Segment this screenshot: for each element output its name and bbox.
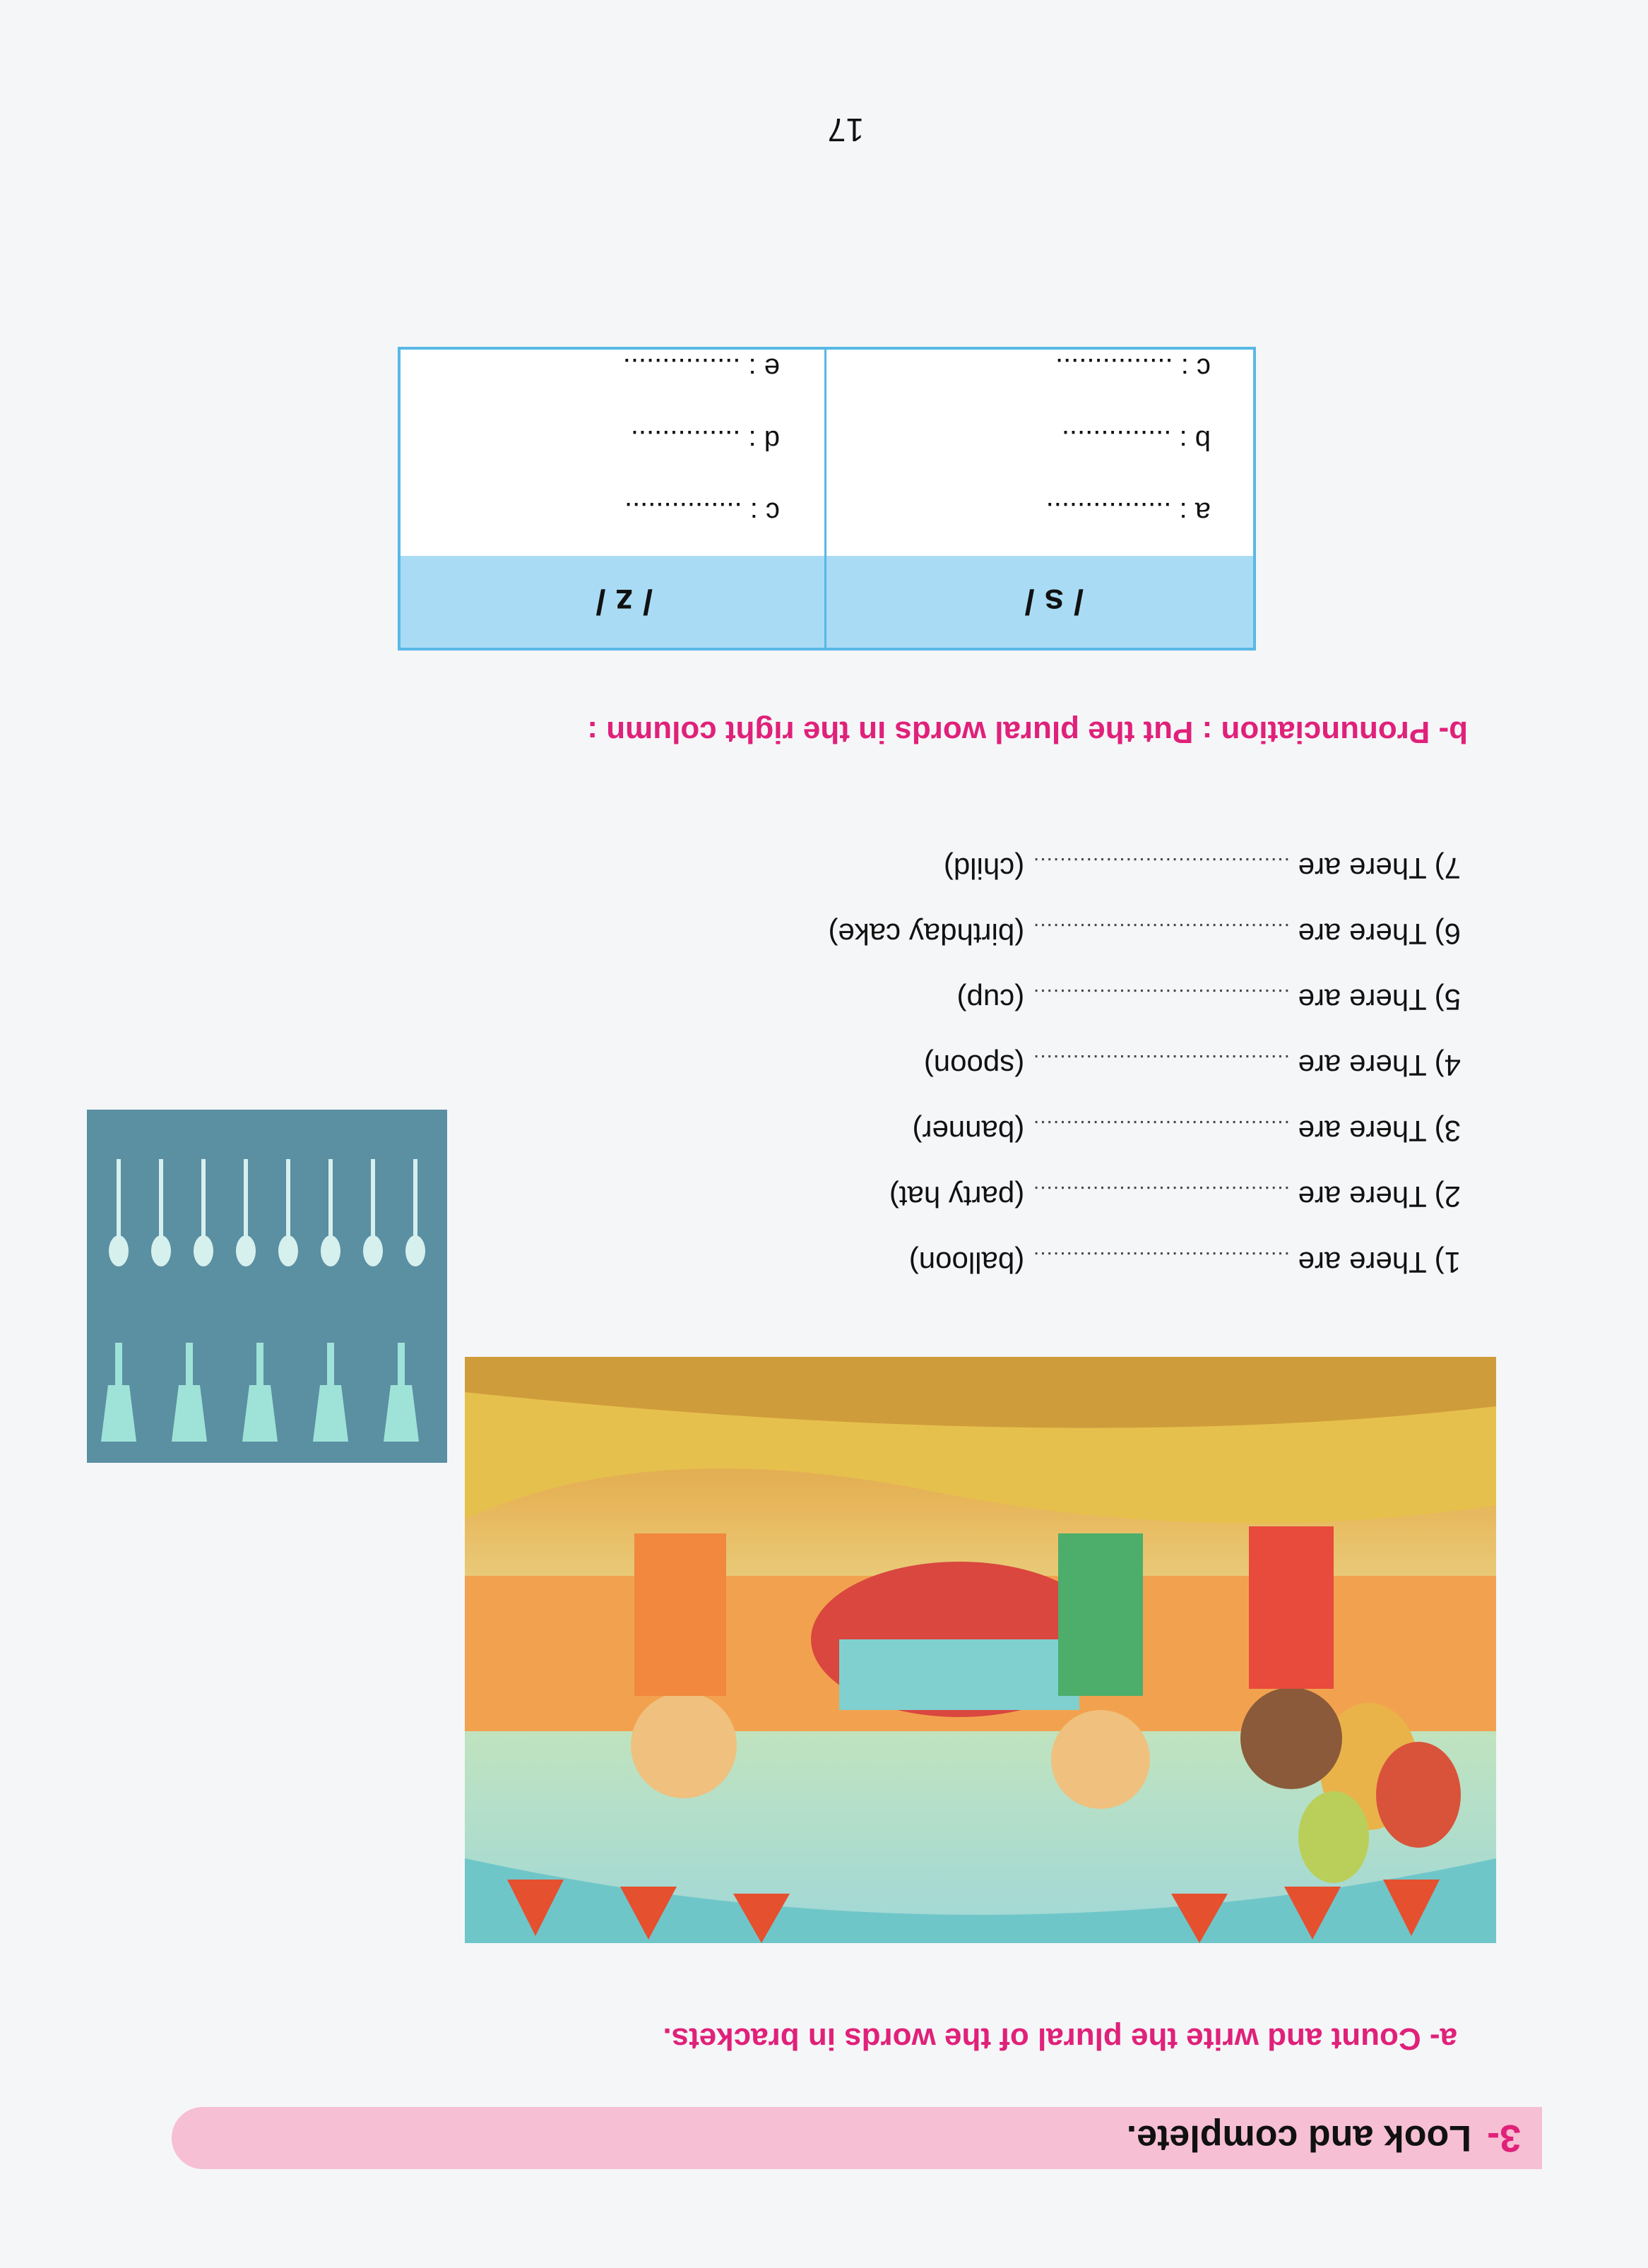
part-b-letter: b-: [1438, 715, 1468, 749]
part-b-title: Pronunciation: [1221, 715, 1430, 749]
question-3: 3) There are ....................................... (banner): [912, 1115, 1461, 1148]
section-number: 3-: [1486, 2117, 1521, 2159]
page-number: 17: [827, 112, 864, 148]
cell-s-a[interactable]: a : ................: [1045, 497, 1211, 528]
cell-z-c[interactable]: c : ...............: [624, 497, 780, 528]
part-a-letter: a-: [1429, 2021, 1457, 2056]
part-a-instruction: Count and write the plural of the words in brackets.: [663, 2021, 1421, 2056]
question-1: 1) There are ....................................... (balloon): [908, 1246, 1461, 1279]
answer-blank[interactable]: .......................................: [1032, 1116, 1290, 1139]
part-b-heading: b- Pronunciation : Put the plural words in the right column :: [587, 715, 1468, 749]
question-7: 7) There are ....................................... (child): [943, 852, 1461, 885]
section-banner: [172, 2107, 1542, 2169]
answer-blank[interactable]: .......................................: [1032, 1050, 1290, 1074]
answer-blank[interactable]: .......................................: [1032, 1247, 1290, 1271]
cell-z-e[interactable]: e : ...............: [622, 352, 780, 384]
question-2: 2) There are ....................................... (party hat): [889, 1180, 1461, 1213]
question-6: 6) There are ....................................... (birthday cake): [828, 918, 1461, 951]
column-s-header: / s /: [1024, 582, 1084, 622]
questions-list: [260, 819, 1461, 1279]
answer-blank[interactable]: .......................................: [1032, 919, 1290, 942]
pronunciation-table: [398, 347, 1256, 651]
cell-z-d[interactable]: d : ..............: [630, 424, 780, 456]
part-b-instruction: Put the plural words in the right column :: [587, 715, 1194, 749]
answer-blank[interactable]: .......................................: [1032, 1182, 1290, 1205]
part-a-heading: [663, 2021, 1457, 2056]
party-illustration: [465, 1357, 1496, 1943]
question-5: 5) There are ....................................... (cup): [956, 983, 1461, 1016]
party-scene-art: [465, 1357, 1496, 1943]
cell-s-b[interactable]: b : ..............: [1061, 424, 1211, 456]
table-header: [401, 556, 1253, 648]
section-title: Look and complete.: [1126, 2118, 1471, 2159]
cell-s-c[interactable]: c : ...............: [1055, 352, 1211, 384]
column-divider: [825, 350, 827, 648]
answer-blank[interactable]: .......................................: [1032, 985, 1290, 1008]
column-z-header: / z /: [595, 582, 653, 622]
answer-blank[interactable]: .......................................: [1032, 853, 1290, 877]
question-4: 4) There are ....................................... (spoon): [923, 1049, 1461, 1082]
